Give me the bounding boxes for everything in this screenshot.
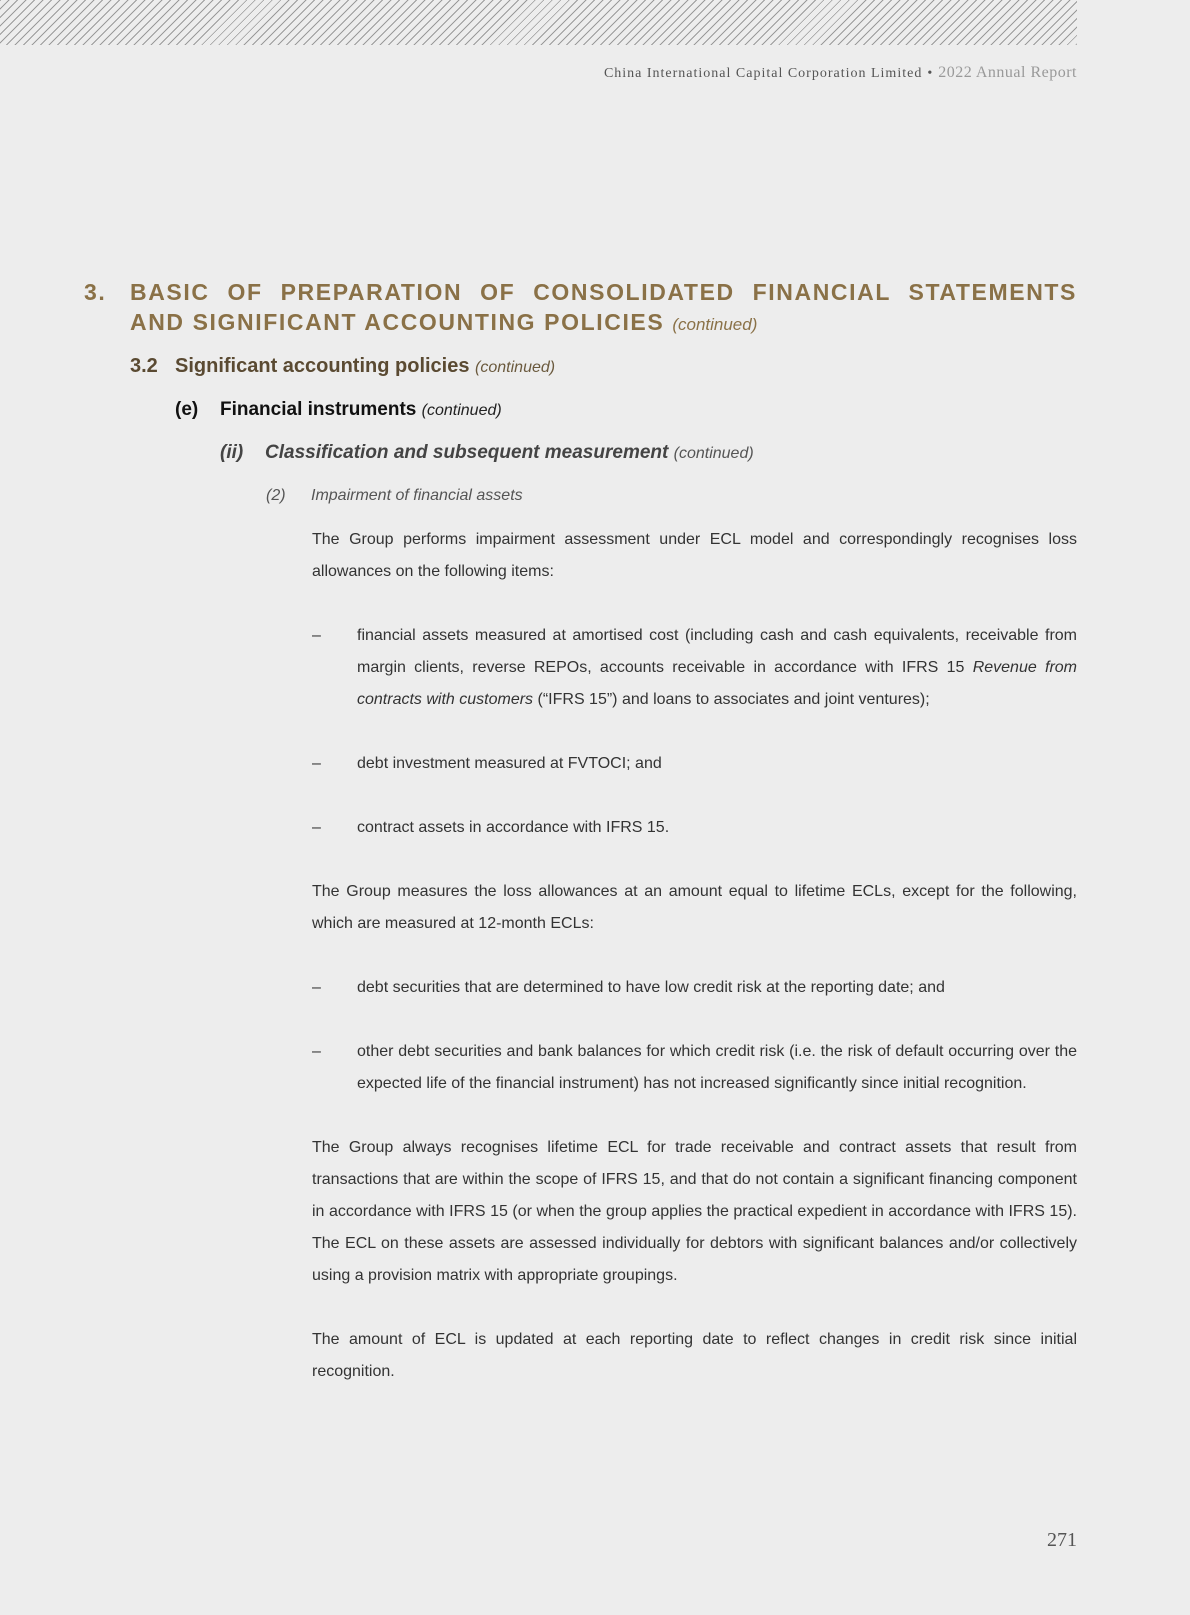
running-header [604,64,1077,82]
subsubsection-heading [175,397,1077,424]
bullet-item [312,812,1077,844]
header-separator: • [927,66,934,81]
bullet-text: debt investment measured at FVTOCI; and [357,755,662,772]
bullet-dash: – [312,819,321,836]
header-report-title: 2022 Annual Report [938,64,1077,81]
paragraph-2: The Group measures the loss allowances at an amount equal to lifetime ECLs, except for the following, which are measured at 12-month ECLs: [312,883,1077,932]
bullet-text: contract assets in accordance with IFRS 15. [357,819,670,836]
header-hatch-band [0,0,1077,45]
subitem-title: Impairment of financial assets [311,487,523,504]
subitem-number: (2) [266,487,286,504]
bullet-dash: – [312,1043,321,1060]
paragraph-4: The amount of ECL is updated at each reporting date to reflect changes in credit risk since initial recognition. [312,1331,1077,1380]
bullet-text: financial assets measured at amortised cost (including cash and cash equivalents, receivable from margin clients, reverse REPOs, accounts receivable in accordance with IFRS 15 Revenue from contracts with customers (“IFRS 15”) and loans to associates and joint ventures); [357,627,1078,708]
page-content [84,277,1077,1388]
bullet-item [312,748,1077,780]
paragraph-3: The Group always recognises lifetime ECL for trade receivable and contract assets that result from transactions that are within the scope of IFRS 15, and that do not contain a significant financing component in accordance with IFRS 15 (or when the group applies the practical expedient in accordance with IFRS 15). The ECL on these assets are assessed individually for debtors with significant balances and/or collectively using a provision matrix with appropriate groupings. [312,1139,1077,1284]
subsubsection-title: Financial instruments (continued) [220,399,502,420]
header-company: China International Capital Corporation Limited [603,66,923,81]
section-number: 3. [84,279,107,305]
bullet-item [312,620,1077,716]
item-number: (ii) [220,442,244,463]
section-title: BASIC OF PREPARATION OF CONSOLIDATED FINANCIAL STATEMENTS AND SIGNIFICANT ACCOUNTING POLICIES (continued) [130,279,1077,335]
paragraph-1: The Group performs impairment assessment under ECL model and correspondingly recognises loss allowances on the following items: [312,531,1077,580]
bullet-dash: – [312,755,321,772]
subsubsection-continued: (continued) [421,402,502,419]
body-text [312,524,1077,1388]
section-heading [84,277,1077,340]
item-continued: (continued) [673,445,754,462]
bullet-dash: – [312,627,321,644]
bullet-text: other debt securities and bank balances for which credit risk (i.e. the risk of default occurring over the expected life of the financial instrument) has not increased significantly since initial recognition. [357,1043,1077,1092]
section-continued: (continued) [672,315,758,334]
bullet-text: debt securities that are determined to have low credit risk at the reporting date; and [357,979,945,996]
page-number: 271 [1047,1529,1077,1551]
subsection-number: 3.2 [130,355,158,377]
subsubsection-number: (e) [175,399,199,420]
bullet-dash: – [312,979,321,996]
subsection-continued: (continued) [475,359,556,376]
subsection-title: Significant accounting policies (continued) [175,355,556,377]
subitem-heading [266,484,1077,508]
item-heading [220,440,1077,467]
bullet-item [312,972,1077,1004]
item-title: Classification and subsequent measurement (continued) [265,442,754,463]
subsection-heading [130,352,1077,382]
bullet-item [312,1036,1077,1100]
